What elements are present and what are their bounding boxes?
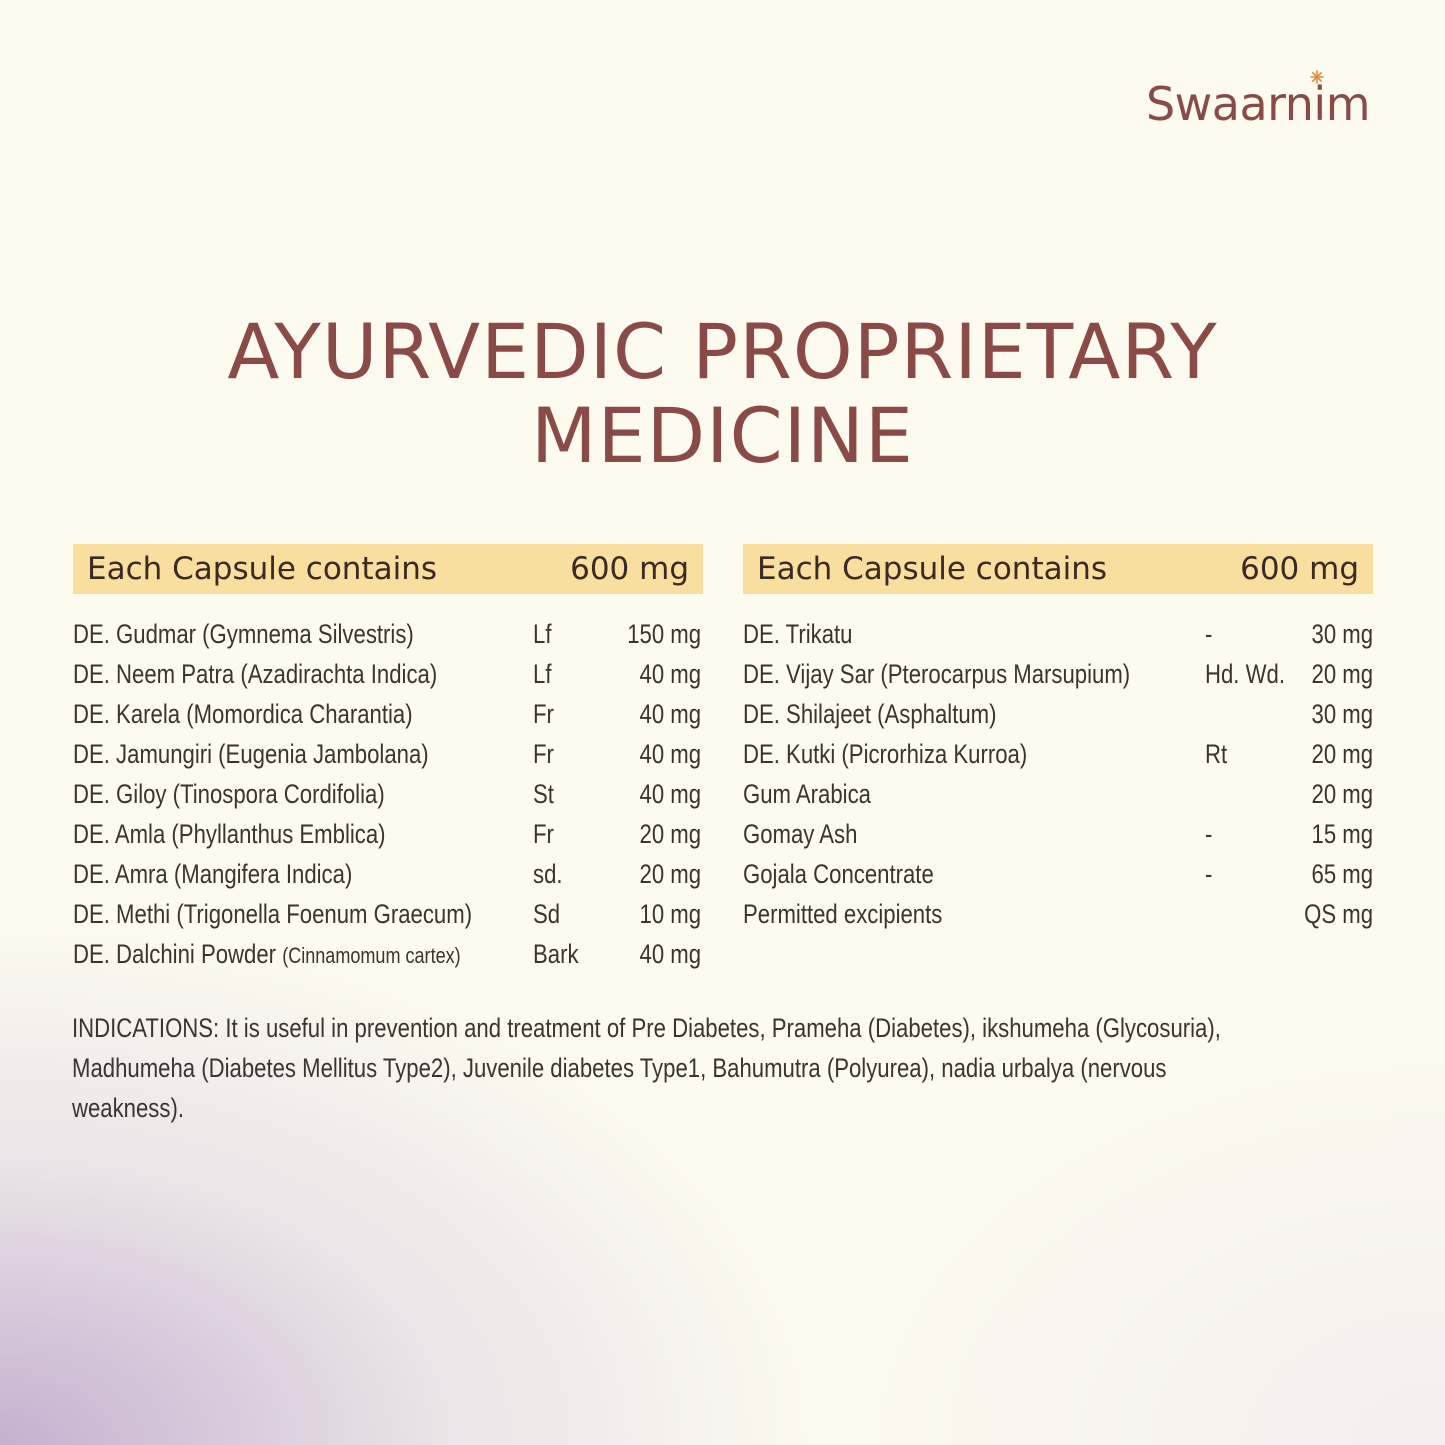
ingredient-qty: 20 mg [1311,658,1373,689]
header-label: Each Capsule contains [87,551,438,587]
composition-table-left [73,544,703,974]
ingredient-name: DE. Methi (Trigonella Foenum Graecum) [73,898,473,929]
table-header [743,544,1373,594]
ingredient-botanical-name: (Cinnamomum cartex) [282,942,461,968]
ingredient-qty: 15 mg [1311,818,1373,849]
page-title [0,307,1445,480]
header-label: Each Capsule contains [757,551,1108,587]
ingredient-part: - [1205,818,1213,849]
table-row [73,894,703,934]
ingredient-name: DE. Amla (Phyllanthus Emblica) [73,818,386,849]
ingredient-name: DE. Trikatu [743,618,853,649]
title-line-1: AYURVEDIC PROPRIETARY [227,307,1218,396]
ingredient-name: DE. Shilajeet (Asphaltum) [743,698,997,729]
table-row [73,654,703,694]
ingredient-part: Bark [533,938,579,969]
brand-name: Swaarnim [1145,77,1370,131]
title-line-2: MEDICINE [531,391,914,480]
table-row [743,814,1373,854]
indications-line: Madhumeha (Diabetes Mellitus Type2), Juvenile diabetes Type1, Bahumutra (Polyurea), nadia urbalya (nervous [72,1053,1167,1083]
ingredient-name: Permitted excipients [743,898,943,929]
ingredient-name: Gojala Concentrate [743,858,934,889]
ingredient-qty: 30 mg [1311,618,1373,649]
ingredient-qty: 20 mg [1311,778,1373,809]
table-row [743,774,1373,814]
ingredient-name: DE. Dalchini Powder [73,938,277,969]
ingredient-qty: 40 mg [639,658,701,689]
ingredient-name: DE. Amra (Mangifera Indica) [73,858,353,889]
ingredient-part: sd. [533,858,563,889]
ingredient-part: Lf [533,658,552,689]
ingredient-qty: QS mg [1304,898,1374,929]
brand-logo [1110,75,1370,135]
table-row [743,614,1373,654]
ingredient-qty: 20 mg [639,858,701,889]
ingredient-part: Fr [533,818,554,849]
ingredient-part: - [1205,858,1213,889]
table-row [73,734,703,774]
table-row [73,614,703,654]
ingredient-name: DE. Giloy (Tinospora Cordifolia) [73,778,385,809]
table-row [73,934,703,974]
indications-line: weakness). [72,1093,184,1123]
ingredient-part: Rt [1205,738,1228,769]
ingredient-part: Sd [533,898,561,929]
ingredient-name: Gomay Ash [743,818,858,849]
ingredient-part: Hd. Wd. [1205,658,1285,689]
table-row [743,854,1373,894]
table-row [743,654,1373,694]
ingredient-name: DE. Karela (Momordica Charantia) [73,698,413,729]
indications-line: INDICATIONS: It is useful in prevention and treatment of Pre Diabetes, Prameha (Diabetes), ikshumeha (Glycosuria), [72,1013,1221,1043]
header-value: 600 mg [1240,551,1359,587]
ingredient-name: DE. Vijay Sar (Pterocarpus Marsupium) [743,658,1131,689]
table-row [73,694,703,734]
ingredient-qty: 65 mg [1311,858,1373,889]
table-row [743,894,1373,934]
ingredient-qty: 40 mg [639,778,701,809]
ingredient-qty: 20 mg [1311,738,1373,769]
ingredient-name: DE. Kutki (Picrorhiza Kurroa) [743,738,1028,769]
header-value: 600 mg [570,551,689,587]
table-row [743,694,1373,734]
ingredient-qty: 10 mg [639,898,701,929]
ingredient-qty: 150 mg [627,618,701,649]
ingredient-name: DE. Gudmar (Gymnema Silvestris) [73,618,414,649]
ingredient-name: Gum Arabica [743,778,871,809]
ingredient-part: St [533,778,554,809]
ingredient-qty: 40 mg [639,938,701,969]
table-row [73,854,703,894]
ingredient-qty: 40 mg [639,698,701,729]
table-row [73,814,703,854]
table-header [73,544,703,594]
indications-text [72,1008,1327,1128]
table-row [73,774,703,814]
ingredient-name: DE. Jamungiri (Eugenia Jambolana) [73,738,429,769]
ingredient-qty: 20 mg [639,818,701,849]
ingredient-name: DE. Neem Patra (Azadirachta Indica) [73,658,438,689]
ingredient-qty: 30 mg [1311,698,1373,729]
ingredient-part: Fr [533,698,554,729]
composition-table-right [743,544,1373,934]
ingredient-qty: 40 mg [639,738,701,769]
ingredient-part: Fr [533,738,554,769]
table-row [743,734,1373,774]
ingredient-part: - [1205,618,1213,649]
ingredient-part: Lf [533,618,552,649]
